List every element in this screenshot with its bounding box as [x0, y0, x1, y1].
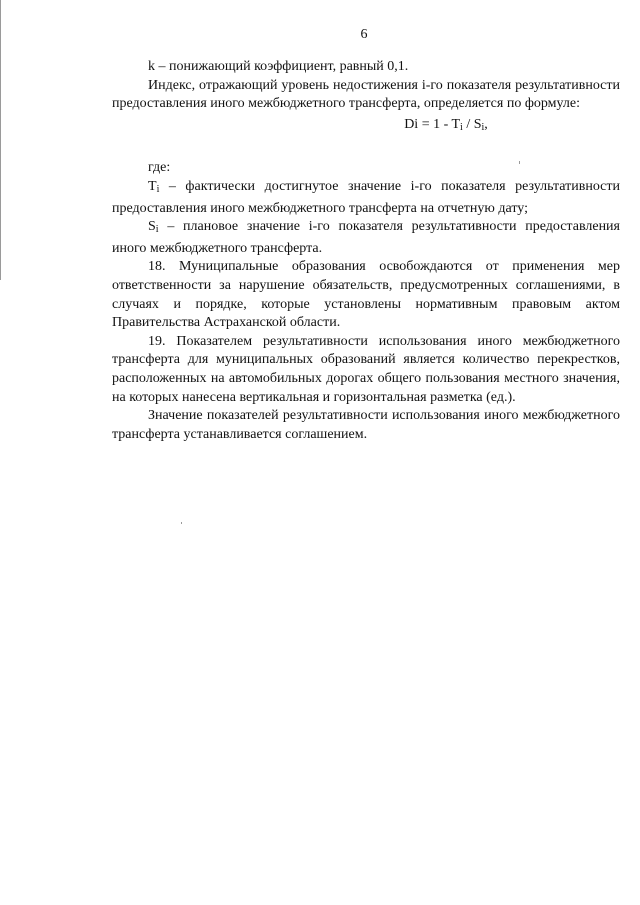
formula-sub-t: i — [460, 121, 463, 133]
si-definition-text: – плановое значение i-го показателя результативности предоставления иного межбюджетного трансферта. — [112, 219, 620, 256]
formula-tail: , — [484, 116, 488, 132]
paragraph-19: 19. Показателем результативности использования иного межбюджетного трансферта для муниципальных образований является количество перекрестков, расположенных на автомобильных дорогах общего пользования местного значения, на которых нанесена вертикальная и горизонтальная разметка (ед.). — [112, 333, 620, 405]
scan-artifact-dot-right — [519, 161, 520, 164]
scan-artifact-left-edge — [0, 0, 1, 280]
formula-sub-s: i — [481, 121, 485, 133]
symbol-t: T — [148, 178, 157, 194]
paragraph-where: где: — [148, 160, 171, 176]
formula-mid: / S — [462, 116, 482, 132]
ti-definition-text: – фактически достигнутое значение i-го показателя результативности предоставления иного межбюджетного трансферта на отчетную дату; — [112, 178, 620, 216]
symbol-s: S — [148, 219, 156, 235]
paragraph-si-definition — [112, 218, 620, 258]
paragraph-18: 18. Муниципальные образования освобождаются от применения мер ответственности за нарушение обязательств, предусмотренных соглашениями, в случаях и порядке, которые установлены нормативным правовым актом Правительства Астраханской области. — [112, 259, 620, 331]
paragraph-ti-definition — [112, 178, 620, 218]
paragraph-k-definition: k – понижающий коэффициент, равный 0,1. — [148, 59, 409, 74]
formula-lhs: Di = 1 - T — [404, 116, 461, 132]
page-number: 6 — [360, 27, 368, 42]
paragraph-index-intro: Индекс, отражающий уровень недостижения i-го показателя результативности предоставления иного межбюджетного трансферта, определяется по формуле: — [112, 77, 620, 112]
paragraph-final: Значение показателей результативности использования иного межбюджетного трансферта устанавливается соглашением. — [112, 408, 620, 442]
symbol-s-sub: i — [155, 224, 159, 236]
document-body — [112, 58, 620, 444]
scan-artifact-dot-left — [181, 522, 182, 524]
symbol-t-sub: i — [156, 183, 160, 195]
formula-di — [112, 116, 620, 138]
